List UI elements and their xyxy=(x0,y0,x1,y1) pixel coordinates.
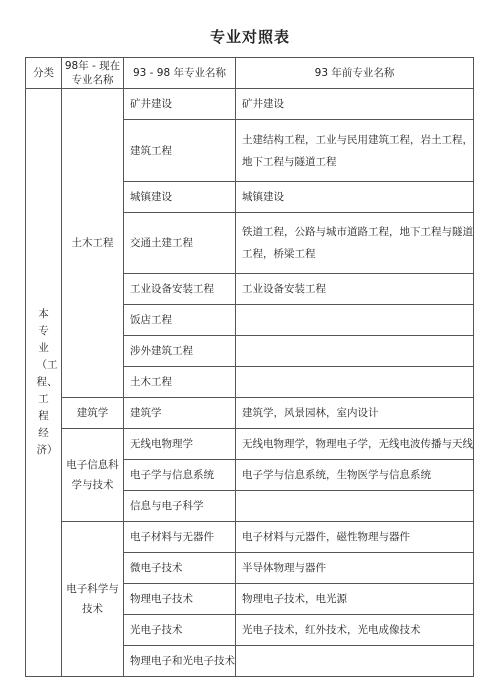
pre93-major-names: 城镇建设 xyxy=(236,182,474,213)
old-major-name: 光电子技术 xyxy=(124,615,236,646)
old-major-name: 微电子技术 xyxy=(124,553,236,584)
table-row xyxy=(26,89,474,120)
pre93-major-names xyxy=(236,491,474,522)
old-major-name: 饭店工程 xyxy=(124,305,236,336)
major-civil-engineering: 土木工程 xyxy=(62,89,124,398)
old-major-name: 矿井建设 xyxy=(124,89,236,120)
pre93-major-names xyxy=(236,305,474,336)
pre93-major-names: 光电子技术，红外技术，光电成像技术 xyxy=(236,615,474,646)
pre93-major-names xyxy=(236,646,474,677)
category-cell xyxy=(26,89,62,677)
pre93-major-names: 矿井建设 xyxy=(236,89,474,120)
old-major-name: 物理电子和光电子技术 xyxy=(124,646,236,677)
header-93-98: 93 - 98 年专业名称 xyxy=(124,58,236,89)
header-pre-93: 93 年前专业名称 xyxy=(236,58,474,89)
category-label: 本专业（工程、工程经济） xyxy=(36,308,58,456)
old-major-name: 涉外建筑工程 xyxy=(124,336,236,367)
major-architecture: 建筑学 xyxy=(62,398,124,429)
table-row xyxy=(26,522,474,553)
old-major-name: 电子学与信息系统 xyxy=(124,460,236,491)
old-major-name: 无线电物理学 xyxy=(124,429,236,460)
old-major-name: 城镇建设 xyxy=(124,182,236,213)
old-major-name: 交通土建工程 xyxy=(124,213,236,274)
page-title: 专业对照表 xyxy=(209,28,290,46)
pre93-major-names: 土建结构工程，工业与民用建筑工程，岩土工程，地下工程与隧道工程 xyxy=(236,120,474,182)
major-electronic-information: 电子信息科学与技术 xyxy=(62,429,124,522)
old-major-name: 建筑学 xyxy=(124,398,236,429)
major-electronic-science: 电子科学与技术 xyxy=(62,522,124,677)
pre93-major-names: 工业设备安装工程 xyxy=(236,274,474,305)
pre93-major-names: 无线电物理学，物理电子学，无线电波传播与天线 xyxy=(236,429,474,460)
old-major-name: 建筑工程 xyxy=(124,120,236,182)
header-category: 分类 xyxy=(26,58,62,89)
pre93-major-names: 电子学与信息系统，生物医学与信息系统 xyxy=(236,460,474,491)
pre93-major-names: 铁道工程，公路与城市道路工程，地下工程与隧道工程，桥梁工程 xyxy=(236,213,474,274)
old-major-name: 土木工程 xyxy=(124,367,236,398)
table-row xyxy=(26,398,474,429)
pre93-major-names: 物理电子技术，电光源 xyxy=(236,584,474,615)
pre93-major-names: 电子材料与元器件，磁性物理与器件 xyxy=(236,522,474,553)
old-major-name: 工业设备安装工程 xyxy=(124,274,236,305)
header-row xyxy=(26,58,474,89)
pre93-major-names xyxy=(236,367,474,398)
old-major-name: 信息与电子科学 xyxy=(124,491,236,522)
header-98-present: 98年 - 现在专业名称 xyxy=(62,58,124,89)
old-major-name: 电子材料与无器件 xyxy=(124,522,236,553)
table-row xyxy=(26,429,474,460)
old-major-name: 物理电子技术 xyxy=(124,584,236,615)
major-comparison-table xyxy=(25,57,474,677)
pre93-major-names xyxy=(236,336,474,367)
pre93-major-names: 建筑学，风景园林，室内设计 xyxy=(236,398,474,429)
pre93-major-names: 半导体物理与器件 xyxy=(236,553,474,584)
